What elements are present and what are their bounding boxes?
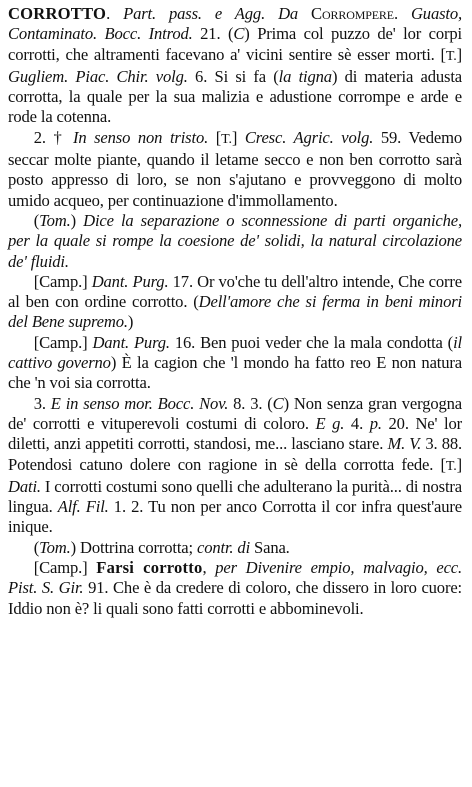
text-segment: C: [233, 24, 245, 44]
text-segment: Guasto, Contaminato. Bocc. Introd.: [8, 4, 463, 44]
text-segment: ): [127, 312, 134, 332]
text-segment: 3.: [33, 393, 51, 413]
text-segment: In senso non tristo.: [72, 127, 209, 147]
text-segment: Dati.: [8, 476, 41, 496]
text-segment: 6. Si si fa (: [187, 66, 279, 86]
text-segment: 4.: [344, 413, 370, 433]
text-segment: Dice la separazione o sconnessione di parti organiche, per la quale si rompe la coesione de' solidi, la natural circolazione de' fluidi.: [8, 210, 462, 271]
text-segment: T.: [445, 458, 457, 474]
text-segment: la tigna: [278, 66, 332, 86]
text-segment: 16. Ben puoi veder che la mala condotta (: [169, 332, 454, 352]
text-segment: Alf. Fil.: [57, 497, 109, 517]
text-segment: ]: [231, 127, 245, 147]
text-segment: Farsi corrotto: [96, 558, 203, 578]
text-segment: Gugliem. Piac. Chir. volg.: [8, 66, 188, 86]
paragraph-tom-note-2: [8, 538, 462, 558]
text-segment: (: [33, 210, 40, 230]
text-segment: 17. Or vo'che tu dell'altro intende, Che corre al ben con ordine corrotto. (: [8, 271, 462, 312]
text-segment: .: [106, 4, 124, 23]
text-segment: contr. di: [196, 537, 251, 557]
text-segment: M. V.: [387, 434, 422, 454]
text-segment: ]: [456, 454, 462, 474]
text-segment: T.: [221, 131, 232, 147]
text-segment: il cattivo governo: [8, 332, 462, 373]
text-segment: Tom.: [39, 537, 71, 557]
text-segment: ) Dottrina corrotta;: [70, 537, 197, 557]
text-segment: Dant. Purg.: [92, 332, 170, 352]
text-segment: ]: [456, 44, 462, 64]
text-segment: 8. 3. (: [228, 393, 273, 413]
text-segment: (: [33, 537, 40, 557]
text-segment: [Camp.]: [33, 271, 92, 291]
paragraph-tom-note-1: [8, 211, 462, 272]
text-segment: p.: [369, 413, 382, 433]
paragraph-sense-3: [8, 394, 462, 538]
text-segment: T.: [445, 48, 457, 64]
text-segment: E in senso mor. Bocc. Nov.: [50, 393, 229, 413]
text-segment: C: [272, 393, 284, 413]
text-segment: 59. Vedemo seccar molte piante, quando il letame secco e non ben corrotto sarà posto appresso di loro, se non s'ajutano e provveggono di molto umido acqueo, per continuazione d'immollamento.: [8, 127, 462, 210]
text-segment: ) Non senza gran vergogna de' corrotti e vituperevoli costumi di coloro.: [8, 393, 463, 433]
text-segment: 91. Che è da credere di coloro, che dissero in loro cuore: Iddio non è? li quali sono fatti corrotti e abbominevoli.: [8, 578, 462, 618]
text-segment: E g.: [315, 413, 345, 433]
text-segment: Cresc. Agric. volg.: [244, 127, 374, 147]
text-segment: Tom.: [39, 210, 71, 230]
text-segment: Corrompere: [311, 4, 394, 23]
text-segment: Sana.: [250, 537, 290, 557]
text-segment: ): [70, 210, 84, 230]
text-segment: 3. 88. Potendosi catuno dolere con ragione in sè della corrotta fede. [: [8, 434, 463, 474]
text-segment: CORROTTO: [8, 4, 107, 23]
text-segment: [Camp.]: [33, 558, 97, 578]
text-segment: ) Prima col puzzo de' lor corpi corrotti, che altramenti facevano a' vicini sentire sè esser morti. [: [8, 24, 462, 64]
text-segment: [: [208, 127, 222, 147]
text-segment: .: [393, 4, 411, 23]
text-segment: [Camp.]: [33, 332, 93, 352]
text-segment: ) di materia adusta corrotta, la quale per la sua malizia e adustione corrompe e arde e rode la cotenna.: [8, 66, 463, 127]
text-segment: ) È la cagion che 'l mondo ha fatto reo E non natura che 'n voi sia corrotta.: [8, 353, 462, 393]
text-segment: ,: [202, 558, 216, 578]
text-segment: Dell'amore che si ferma in beni minori del Bene supremo.: [8, 292, 462, 332]
text-segment: 2. †: [33, 127, 73, 147]
text-segment: 1. 2. Tu non per anco Corrotta il cor infra quest'aure inique.: [8, 497, 463, 537]
text-segment: per Divenire empio, malvagio, ecc. Pist. S. Gir.: [8, 558, 463, 598]
text-segment: I corrotti costumi sono quelli che adulterano la purità... di nostra lingua.: [8, 476, 462, 517]
paragraph-headword-entry: [8, 4, 462, 128]
paragraph-camp-farsi-corrotto: [8, 558, 462, 619]
text-segment: 21. (: [192, 24, 234, 44]
paragraph-camp-purg-17: [8, 272, 462, 333]
paragraph-sense-2: [8, 128, 462, 211]
text-segment: 20. Ne' lor diletti, anzi appetiti corrotti, standosi, me... lasciano stare.: [8, 413, 462, 454]
text-segment: Part. pass. e Agg. Da: [123, 4, 312, 23]
text-segment: Dant. Purg.: [91, 271, 169, 291]
paragraph-camp-purg-16: [8, 333, 462, 394]
